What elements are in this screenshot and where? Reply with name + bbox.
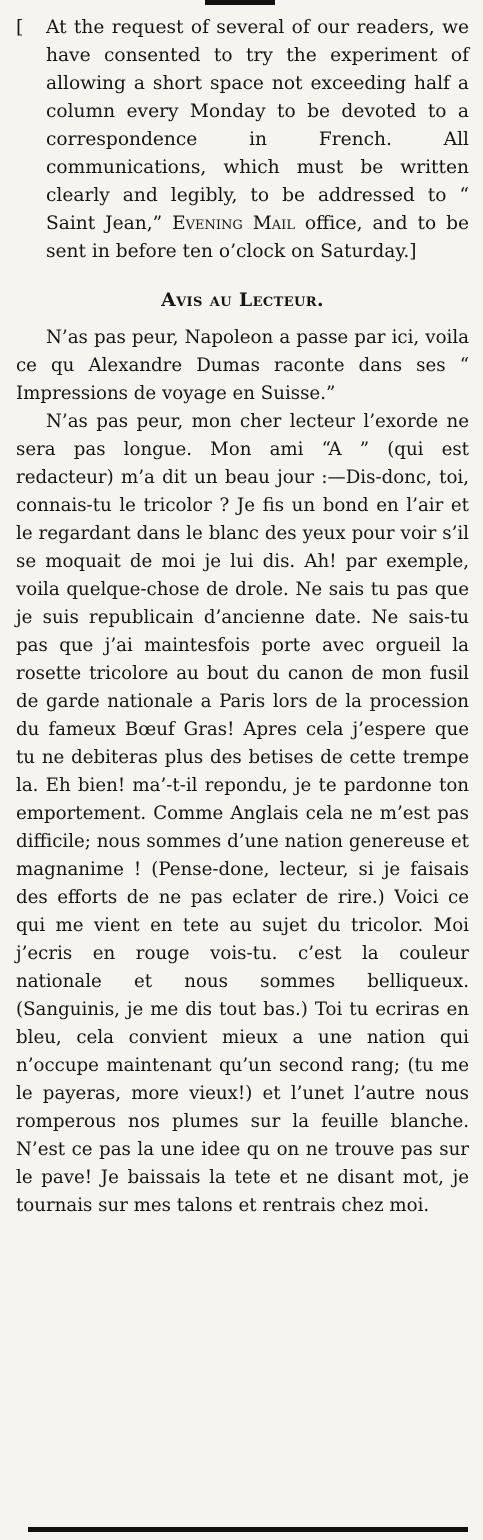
heading-word-3: Lecteur. xyxy=(238,289,324,311)
editor-note-text-before-brand: At the request of several of our readers, we have consented to try the experiment of allowing a short space not exceeding half a column every Monday to be devoted to a correspondence in French. All communications, which must be written clearly and legibly, to be addressed to “ Saint Jean,” xyxy=(46,17,469,234)
heading-word-1: Avis xyxy=(161,289,203,311)
heading-word-2: au xyxy=(209,289,233,311)
article-heading xyxy=(16,288,469,312)
article-paragraph-2: N’as pas peur, mon cher lecteur l’exorde ne sera pas longue. Mon ami “A ” (qui est redacteur) m’a dit un beau jour :—Dis-donc, toi, connais-tu le tricolor ? Je fis un bond en l’air et le regardant dans le blanc des yeux pour voir s’il se moquait de moi je lui dis. Ah! par exemple, voila quelque-chose de drole. Ne sais tu pas que je suis republicain d’ancienne date. Ne sais-tu pas que j’ai maintesfois porte avec orgueil la rosette tricolore au bout du canon de mon fusil de garde nationale a Paris lors de la procession du fameux Bœuf Gras! Apres cela j’espere que tu ne debiteras plus des betises de cette trempe la. Eh bien! ma’-t-il repondu, je te pardonne ton emportement. Comme Anglais cela ne m’est pas difficile; nous sommes d’une nation genereuse et magnanime ! (Pense-done, lecteur, si je faisais des efforts de ne pas eclater de rire.) Voici ce qui me vient en tete au sujet du tricolor. Moi j’ecris en rouge vois-tu. c’est la couleur nationale et nous sommes belliqueux. (Sanguinis, je me dis tout bas.) Toi tu ecriras en bleu, cela convient mieux a une nation qui n’occupe maintenant qu’un second rang; (tu me le payeras, more vieux!) et l’unet l’autre nous romperous nos plumes sur la feuille blanche. N’est ce pas la une idee qu on ne trouve pas sur le pave! Je baissais la tete et ne disant mot, je tournais sur mes talons et rentrais chez moi. xyxy=(16,411,469,1216)
editor-note-text-after-brand: office, and to be sent in before ten o’clock on Saturday.] xyxy=(46,213,469,262)
bottom-rule xyxy=(28,1527,468,1532)
editor-note xyxy=(16,14,469,266)
editor-note-brand: Evening Mail xyxy=(172,213,295,234)
article-paragraph-1: N’as pas peur, Napoleon a passe par ici, voila ce qu Alexandre Dumas raconte dans ses “ Impressions de voyage en Suisse.” xyxy=(16,327,469,404)
top-rule xyxy=(205,0,275,5)
editor-note-bracket: [ xyxy=(16,17,24,38)
